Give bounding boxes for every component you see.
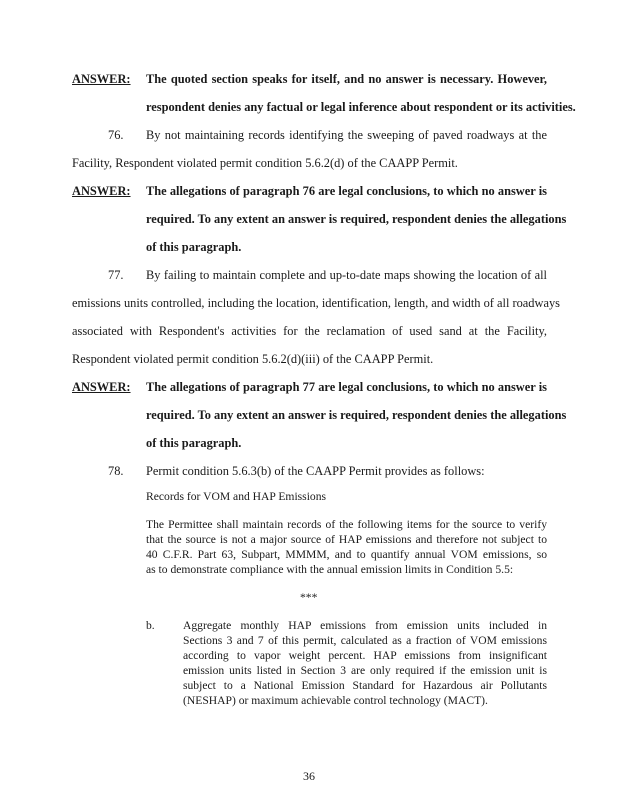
paragraph-line: emissions units controlled, including the location, identification, length, and width of all roadways [72, 296, 560, 310]
paragraph-line: associated with Respondent's activities for the reclamation of used sand at the Facility, [72, 324, 547, 338]
quote-line: 40 C.F.R. Part 63, Subpart, MMMM, and to quantify annual VOM emissions, so [146, 548, 547, 561]
quote-item-line: emission units listed in Section 3 are only required if the emission unit is [183, 664, 547, 677]
quote-item-line: subject to a National Emission Standard for Hazardous air Pollutants [183, 679, 547, 692]
paragraph-number: 76. [108, 128, 124, 142]
quote-item-line: Aggregate monthly HAP emissions from emission units included in [183, 619, 547, 632]
answer-text-line: of this paragraph. [146, 436, 242, 450]
answer-text-line: The quoted section speaks for itself, and no answer is necessary. However, [146, 72, 547, 86]
answer-text-line: required. To any extent an answer is required, respondent denies the allegations [146, 408, 567, 422]
quote-item-line: Sections 3 and 7 of this permit, calculated as a fraction of VOM emissions [183, 634, 547, 647]
answer-text-line: of this paragraph. [146, 240, 242, 254]
page-number: 36 [303, 769, 315, 783]
quote-item-marker: b. [146, 619, 155, 632]
quote-line: as to demonstrate compliance with the annual emission limits in Condition 5.5: [146, 563, 514, 576]
paragraph-number: 78. [108, 464, 124, 478]
paragraph-line: By not maintaining records identifying the sweeping of paved roadways at the [146, 128, 547, 142]
quote-line: that the source is not a major source of HAP emissions and therefore not subject to [146, 533, 547, 546]
paragraph-line: Respondent violated permit condition 5.6.2(d)(iii) of the CAAPP Permit. [72, 352, 434, 366]
answer-label: ANSWER: [72, 72, 131, 86]
answer-text-line: respondent denies any factual or legal inference about respondent or its activities. [146, 100, 576, 114]
answer-label: ANSWER: [72, 380, 131, 394]
paragraph-line: Permit condition 5.6.3(b) of the CAAPP Permit provides as follows: [146, 464, 485, 478]
answer-label: ANSWER: [72, 184, 131, 198]
quote-line: The Permittee shall maintain records of the following items for the source to verify [146, 518, 547, 531]
answer-text-line: The allegations of paragraph 77 are legal conclusions, to which no answer is [146, 380, 547, 394]
quote-heading: Records for VOM and HAP Emissions [146, 490, 327, 503]
quote-item-line: (NESHAP) or maximum achievable control technology (MACT). [183, 694, 488, 707]
paragraph-line: By failing to maintain complete and up-to-date maps showing the location of all [146, 268, 547, 282]
quote-separator: *** [300, 591, 318, 604]
paragraph-line: Facility, Respondent violated permit condition 5.6.2(d) of the CAAPP Permit. [72, 156, 458, 170]
quote-item-line: according to vapor weight percent. HAP emissions from insignificant [183, 649, 547, 662]
paragraph-number: 77. [108, 268, 124, 282]
answer-text-line: required. To any extent an answer is required, respondent denies the allegations [146, 212, 567, 226]
answer-text-line: The allegations of paragraph 76 are legal conclusions, to which no answer is [146, 184, 547, 198]
